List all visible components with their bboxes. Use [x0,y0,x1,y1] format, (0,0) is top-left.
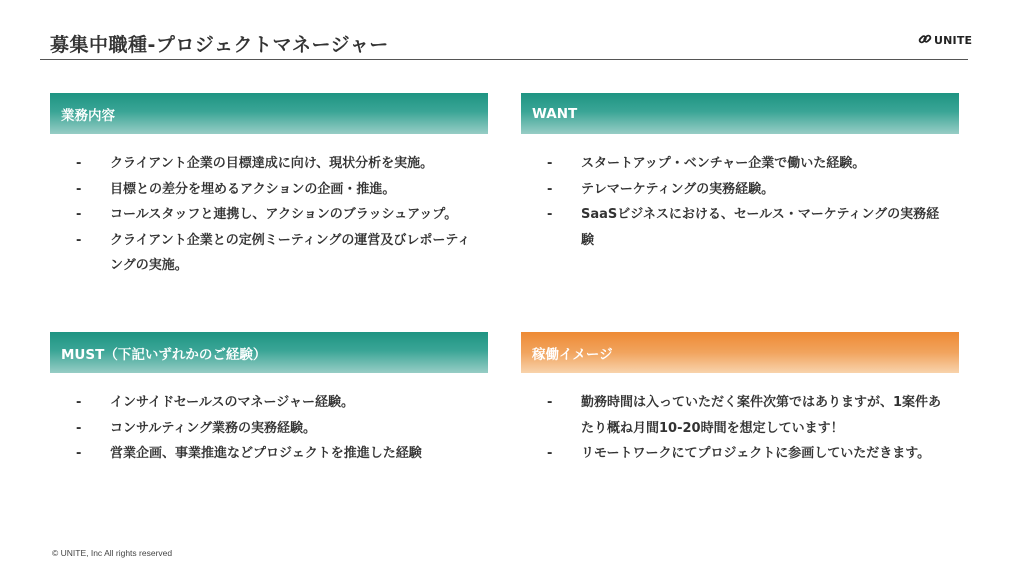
must-list [50,390,488,467]
link-icon [918,31,932,50]
company-logo [918,32,972,48]
section-work-style [521,332,959,467]
section-header-work-style: 稼働イメージ [521,332,959,373]
work-style-list [521,390,959,467]
want-list [521,151,959,253]
list-item: - リモートワークにてプロジェクトに参画していただきます。 [547,446,931,461]
section-header-must: MUST（下記いずれかのご経験） [50,332,488,373]
list-item: - 営業企画、事業推進などプロジェクトを推進した経験 [76,446,422,461]
section-duties [50,93,488,279]
list-item: - 勤務時間は入っていただく案件次第ではありますが、1案件あたり概ね月間10-20時間を想定しています！ [547,395,942,436]
section-want [521,93,959,253]
duties-list [50,151,488,279]
section-header-duties: 業務内容 [50,93,488,134]
list-item: - インサイドセールスのマネージャー経験。 [76,395,355,410]
section-header-want: WANT [521,93,959,134]
list-item: - クライアント企業との定例ミーティングの運営及びレポーティングの実施。 [76,232,471,273]
section-must [50,332,488,467]
list-item: - スタートアップ・ベンチャー企業で働いた経験。 [547,156,866,171]
list-item: - クライアント企業の目標達成に向け、現状分析を実施。 [76,156,434,171]
title-divider [40,59,968,60]
list-item: - コンサルティング業務の実務経験。 [76,420,317,436]
list-item: - 目標との差分を埋めるアクションの企画・推進。 [76,181,396,197]
list-item: - SaaSビジネスにおける、セールス・マーケティングの実務経験 [547,207,940,248]
list-item: - コールスタッフと連携し、アクションのブラッシュアップ。 [76,207,458,222]
logo-text: UNITE [934,33,973,47]
page-title: 募集中職種-プロジェクトマネージャー [50,34,389,56]
copyright-footer: © UNITE, Inc All rights reserved [52,548,173,558]
list-item: - テレマーケティングの実務経験。 [547,181,775,197]
